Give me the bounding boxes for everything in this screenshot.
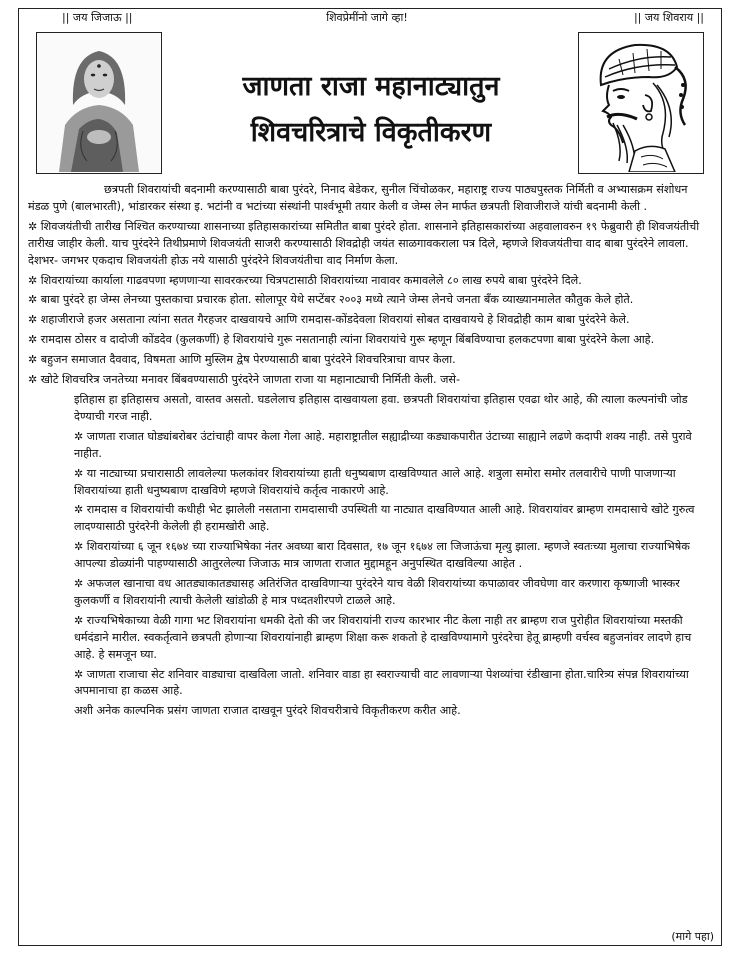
list-item: [28, 312, 708, 329]
article-body: [28, 182, 708, 723]
sub-intro-paragraph: इतिहास हा इतिहासच असतो, वास्तव असतो. घडलेलाच इतिहास दाखवायला हवा. छत्रपती शिवरायांचा इतिहास एवढा थोर आहे, की त्याला कल्पनांची जोड देण्याची गरज नाही.: [74, 392, 688, 423]
asterisk-bullet-icon: ✲: [28, 293, 38, 307]
asterisk-bullet-icon: ✲: [28, 219, 38, 233]
list-item: [28, 613, 708, 664]
bullet-text: शिवरायांच्या कार्याला गाढवपणा म्हणणाऱ्या सावरकरच्या चित्रपटासाठी शिवरायांच्या नावावर कमावलेले ८० लाख रुपये बाबा पुरंदरेने दिले.: [40, 273, 582, 287]
asterisk-bullet-icon: ✲: [28, 353, 38, 367]
bullet-text: बहुजन समाजात दैववाद, विषमता आणि मुस्लिम द्वेष पेरण्यासाठी बाबा पुरंदरेने शिवचरित्राचा वापर केला.: [40, 353, 456, 367]
turn-over-note: (मागे पहा): [671, 930, 714, 943]
shivaji-portrait-svg: [579, 33, 702, 172]
bullet-text: रामदास ठोसर व दादोजी कोंडदेव (कुलकर्णी) हे शिवरायांचे गुरू नसतानाही त्यांना शिवरायांचे गुरू म्हणून बिंबविण्याचा हलकटपणा बाबा पुरंदरेने केला आहे.: [40, 333, 655, 347]
asterisk-bullet-icon: ✲: [74, 540, 84, 554]
asterisk-bullet-icon: ✲: [74, 667, 84, 681]
list-item: [28, 273, 708, 290]
list-item: [28, 352, 708, 369]
list-item: [28, 667, 708, 701]
list-item: [28, 219, 708, 270]
list-item: [28, 466, 708, 500]
list-item: [28, 502, 708, 536]
list-item: [28, 372, 708, 389]
bullet-text: शहाजीराजे हजर असताना त्यांना सतत गैरहजर दाखवायचे आणि रामदास-कोंडदेवला शिवरायां सोबत दाखवायचे हे शिवद्रोही काम बाबा पुरंदरेने केले.: [40, 313, 630, 327]
asterisk-bullet-icon: ✲: [74, 429, 84, 443]
asterisk-bullet-icon: ✲: [28, 333, 38, 347]
header-tag-left: || जय जिजाऊ ||: [62, 11, 133, 24]
sub-bullet-text: जाणता राजात घोड्यांबरोबर उंटांचाही वापर केला गेला आहे. महाराष्ट्रातील सह्याद्रीच्या कड्याकपारीत उंटाच्या साह्याने लढणे कदापी शक्य नाही. तसे पुरावे नाहीत.: [74, 429, 692, 460]
bullet-text: खोटे शिवचरित्र जनतेच्या मनावर बिंबवण्यासाठी पुरंदरेने जाणता राजा या महानाट्याची निर्मिती केली. जसे-: [40, 373, 461, 387]
bullet-text: बाबा पुरंदरे हा जेम्स लेनच्या पुस्तकाचा प्रचारक होता. सोलापूर येथे सप्टेंबर २००३ मध्ये त्याने जेम्स लेनचे जनता बँक व्याख्यानमालेत कौतुक केले होते.: [40, 293, 634, 307]
bullet-text: शिवजयंतीची तारीख निश्चित करण्याच्या शासनाच्या इतिहासकारांच्या समितीत बाबा पुरंदरे होता. शासनाने इतिहासकारांच्या अहवालावरुन १९ फेब्रुवारी ही शिवजयंतीची तारीख जाहीर केली. याच पुरंदरेने तिथीप्रमाणे शिवजयंती साजरी करण्यासाठी शिवद्रोही जयंत साळगावकराला पत्र दिले, म्हणजे शिवजयंतीचा वाद बाबा पुरंदरेने लावला. देशभर- जगभर एकदाच शिवजयंती होऊ नये यासाठी पुरंदरेने शिवजयंतीचा वाद निर्माण केला.: [28, 219, 700, 267]
asterisk-bullet-icon: ✲: [74, 613, 84, 627]
asterisk-bullet-icon: ✲: [28, 373, 38, 387]
jijau-portrait-svg: [37, 33, 160, 172]
headline-line-1: जाणता राजा महानाट्यातुन: [242, 71, 500, 102]
sub-bullet-text: शिवरायांच्या ६ जून १६७४ च्या राज्याभिषेका नंतर अवघ्या बारा दिवसात, १७ जून १६७४ ला जिजाऊंचा मृत्यु झाला. म्हणजे स्वतःच्या मुलाचा राज्याभिषेक आपल्या डोळ्यांनी पाहण्यासाठी आतुरलेल्या जिजाऊ मात्र जाणता राजात मुद्दामहून अनुपस्थित दाखविल्या आहेत .: [74, 540, 690, 571]
sub-bullet-text: रामदास व शिवरायांची कधीही भेट झालेली नसताना रामदासाची उपस्थिती या नाट्यात दाखविण्यात आली आहे. शिवरायांवर ब्राम्हण रामदासाचे खोटे गुरुत्व लादण्यासाठी पुरंदरेनी केलेली ही हरामखोरी आहे.: [74, 503, 695, 534]
list-item: [28, 429, 708, 463]
asterisk-bullet-icon: ✲: [74, 503, 84, 517]
jijau-portrait-icon: [36, 32, 162, 174]
asterisk-bullet-icon: ✲: [28, 273, 38, 287]
sub-bullet-text: अफजल खानाचा वध आतड्याकातड्यासह अतिरंजित दाखविणाऱ्या पुरंदरेने याच वेळी शिवरायांच्या कपाळावर जीवघेणा वार करणारा कृष्णाजी भास्कर कुलकर्णी व शिवरायांनी त्याची केलेली खांडोळी हे मात्र पध्दतशीरपणे टाळले आहे.: [74, 577, 680, 607]
list-item: [28, 332, 708, 349]
list-item: [28, 576, 708, 610]
sub-bullet-text: जाणता राजाचा सेट शनिवार वाड्याचा दाखविला जातो. शनिवार वाडा हा स्वराज्याची वाट लावणाऱ्या पेशव्यांचा रंडीखाना होता.चारित्र्य संपन्न शिवरायांच्या अपमानाचा हा कळस आहे.: [74, 667, 689, 698]
list-item: [28, 539, 708, 573]
asterisk-bullet-icon: ✲: [28, 313, 38, 327]
header-tag-right: || जय शिवराय ||: [633, 11, 704, 24]
intro-paragraph: छत्रपती शिवरायांची बदनामी करण्यासाठी बाबा पुरंदरे, निनाद बेडेकर, सुनील चिंचोळकर, महाराष्ट्र राज्य पाठ्यपुस्तक निर्मिती व अभ्यासक्रम संशोधन मंडळ पुणे (बालभारती), भांडारकर संस्था इ. भटांनी व भटांच्या संस्थांनी पार्श्वभूमी तयार केली व जेम्स लेन मार्फत छत्रपती शिवाजीराजे यांची बदनामी केली .: [28, 183, 688, 213]
sub-bullet-text: या नाट्याच्या प्रचारासाठी लावलेल्या फलकांवर शिवरायांच्या हाती धनुष्यबाण दाखविण्यात आले आहे. शत्रुला समोरा समोर तलवारीचे पाणी पाजणाऱ्या शिवरायांच्या हाती धनुष्यबाण दाखविणे म्हणजे शिवरायांचे कर्तृत्व नाकारणे आहे.: [74, 466, 676, 497]
list-item: [28, 292, 708, 309]
header-tag-center: शिवप्रेमींनो जागे व्हा!: [326, 11, 408, 24]
sub-bullet-text: राज्यभिषेकाच्या वेळी गागा भट शिवरायांना धमकी देतो की जर शिवरायांनी राज्य कारभार नीट केला नाही तर ब्राम्हण राज पुरोहीत शिवरायांच्या मस्तकी धर्मदंडाने मारील. स्वकर्तृत्वाने छत्रपती होणाऱ्या शिवरायांनाही ब्राम्हण शिक्षा करू शकतो हे दाखविण्यामागे पुरंदरेचा हेतू ब्राम्हणी वर्चस्व बहुजनांवर लादणे हाच आहे. हे समजून घ्या.: [74, 613, 692, 661]
closing-paragraph: अशी अनेक काल्पनिक प्रसंग जाणता राजात दाखवून पुरंदरे शिवचरीत्राचे विकृतीकरण करीत आहे.: [74, 704, 461, 718]
asterisk-bullet-icon: ✲: [74, 577, 84, 591]
shivaji-portrait-icon: [578, 32, 704, 174]
headline-line-2: शिवचरित्राचे विकृतीकरण: [250, 117, 492, 148]
asterisk-bullet-icon: ✲: [74, 466, 84, 480]
